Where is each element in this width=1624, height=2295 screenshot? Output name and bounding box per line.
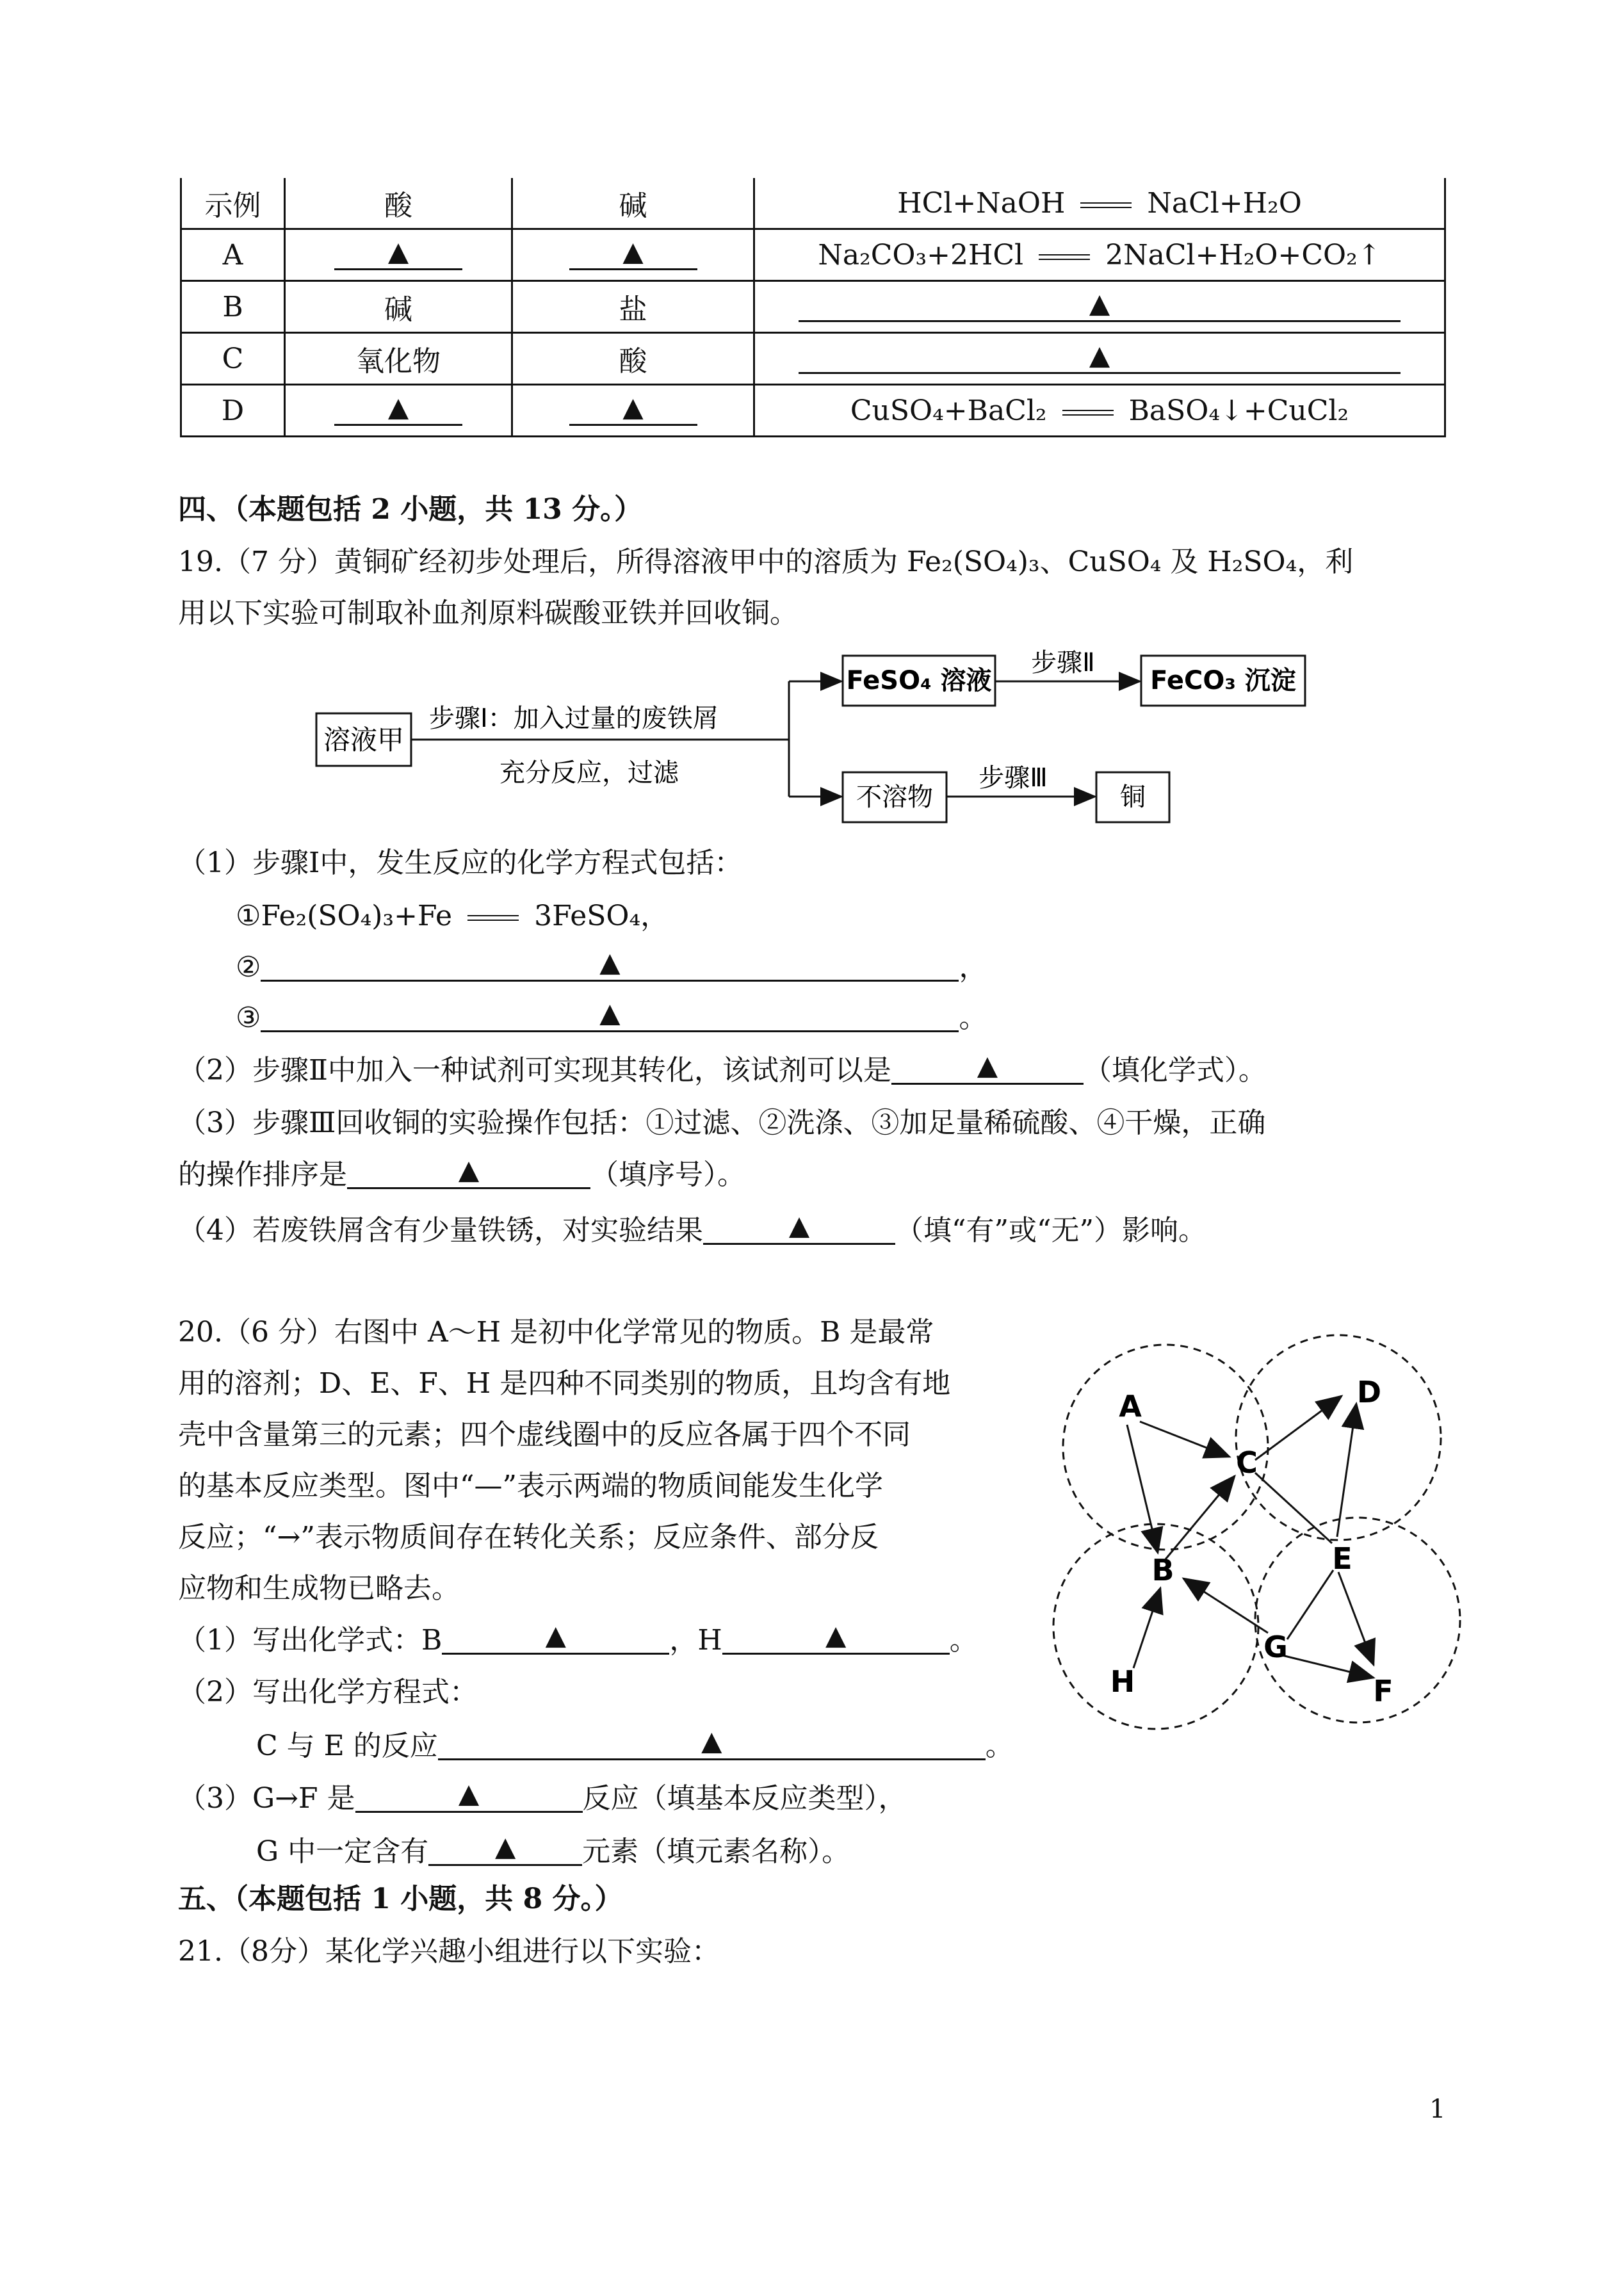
q19-part1-eq1: [236, 900, 669, 934]
cell-class-1: 酸: [285, 178, 512, 229]
answer-blank-mark: ▲: [788, 1209, 810, 1241]
q20-stem-line: 的基本反应类型。图中“—”表示两端的物质间能发生化学: [178, 1470, 883, 1502]
question-text: （2）步骤Ⅱ中加入一种试剂可实现其转化，该试剂可以是: [178, 1054, 891, 1087]
q20-relation-diagram: [1037, 1332, 1486, 1780]
question-text: 元素（填元素名称）。: [582, 1835, 850, 1868]
answer-blank-mark: ▲: [545, 1619, 566, 1651]
q20-stem-line: 用的溶剂；D、E、F、H 是四种不同类别的物质，且均含有地: [178, 1367, 951, 1400]
question-text: （填化学式）。: [1083, 1054, 1267, 1087]
eq-left: HCl+NaOH: [897, 186, 1066, 220]
answer-blank[interactable]: [442, 1619, 669, 1655]
eq-left: ①Fe₂(SO₄)₃+Fe: [236, 900, 453, 932]
answer-blank-mark: ▲: [599, 996, 621, 1028]
node-h: H: [1110, 1664, 1135, 1699]
q19-part1: （1）步骤Ⅰ中，发生反应的化学方程式包括：: [178, 847, 743, 879]
question-text: （1）写出化学式：B: [178, 1624, 443, 1657]
q20-part1: [178, 1619, 978, 1658]
answer-blank-mark: ▲: [458, 1777, 480, 1809]
node-b: B: [1151, 1553, 1174, 1587]
answer-blank-mark: ▲: [622, 391, 644, 423]
cell-equation-blank[interactable]: [754, 281, 1445, 333]
q20-part2-eq: [256, 1724, 1014, 1764]
row-label: 示例: [181, 178, 285, 229]
q19-part3-line2: [178, 1153, 745, 1192]
equals-sign: [1062, 410, 1114, 416]
answer-blank-mark: ▲: [825, 1619, 847, 1651]
answer-blank[interactable]: [261, 996, 959, 1032]
node-g: G: [1263, 1630, 1288, 1664]
answer-blank-mark: ▲: [1089, 288, 1110, 319]
q19-part1-eq3: [236, 996, 987, 1035]
question-text: （填序号）。: [590, 1158, 745, 1191]
eq-left: Na₂CO₃+2HCl: [818, 238, 1024, 272]
q20-part3-line1: [178, 1777, 907, 1816]
page-number: 1: [1429, 2095, 1446, 2124]
equals-sign: [1039, 254, 1090, 260]
q19-part4: [178, 1209, 1206, 1248]
punctuation: 。: [949, 1624, 978, 1657]
question-text: （4）若废铁屑含有少量铁锈，对实验结果: [178, 1214, 703, 1247]
cell-class-2: 酸: [512, 333, 754, 385]
reaction-table: [180, 178, 1446, 437]
flow-lower-box: 不溶物: [856, 783, 933, 812]
q19-part1-eq2: [236, 946, 987, 985]
answer-blank[interactable]: [891, 1049, 1084, 1085]
flow-lower-result: 铜: [1120, 783, 1146, 812]
answer-blank-mark: ▲: [622, 236, 644, 267]
cell-blank[interactable]: [285, 229, 512, 281]
node-d: D: [1356, 1375, 1382, 1409]
node-f: F: [1373, 1674, 1393, 1708]
question-text: （填“有”或“无”）影响。: [895, 1214, 1206, 1247]
q19-flow-diagram: [314, 647, 1326, 839]
q19-part2: [178, 1049, 1267, 1088]
eq-right: BaSO₄↓+CuCl₂: [1128, 394, 1349, 427]
question-text: 的操作排序是: [178, 1158, 347, 1191]
section-heading: 四、（本题包括 2 小题，共 13 分。）: [178, 493, 643, 526]
answer-blank-mark: ▲: [701, 1724, 722, 1756]
table-row: [181, 281, 1445, 333]
table-row: [181, 385, 1445, 437]
cell-equation: [754, 229, 1445, 281]
answer-blank-mark: ▲: [599, 946, 621, 978]
q20-stem-line: 壳中含量第三的元素；四个虚线圈中的反应各属于四个不同: [178, 1418, 911, 1451]
row-label: B: [181, 281, 285, 333]
punctuation: 。: [985, 1730, 1014, 1762]
cell-blank[interactable]: [512, 229, 754, 281]
q21-stem-line1: 21.（8分）某化学兴趣小组进行以下实验：: [178, 1935, 720, 1968]
answer-blank-mark: ▲: [387, 236, 409, 267]
flow-step2: 步骤Ⅱ: [1031, 648, 1095, 677]
answer-blank[interactable]: [428, 1830, 582, 1866]
q19-stem-line2: 用以下实验可制取补血剂原料碳酸亚铁并回收铜。: [178, 597, 798, 629]
eq-left: CuSO₄+BaCl₂: [850, 394, 1047, 427]
item-number: ②: [236, 951, 261, 984]
cell-class-1: 氧化物: [285, 333, 512, 385]
q20-stem-line: 20.（6 分）右图中 A～H 是初中化学常见的物质。B 是最常: [178, 1316, 934, 1349]
table-row: [181, 333, 1445, 385]
node-c: C: [1236, 1445, 1258, 1480]
q19-part3-line1: （3）步骤Ⅲ回收铜的实验操作包括：①过滤、②洗涤、③加足量稀硫酸、④干燥，正确: [178, 1107, 1266, 1139]
equals-sign: [467, 915, 519, 921]
q20-stem-line: 反应；“→”表示物质间存在转化关系；反应条件、部分反: [178, 1521, 879, 1553]
answer-blank[interactable]: [438, 1724, 986, 1760]
answer-blank[interactable]: [261, 946, 959, 982]
item-number: ③: [236, 1002, 261, 1034]
eq-right: NaCl+H₂O: [1147, 186, 1302, 220]
row-label: D: [181, 385, 285, 437]
flow-upper-box: FeSO₄ 溶液: [846, 666, 992, 695]
cell-class-2: 盐: [512, 281, 754, 333]
flow-start-label: 溶液甲: [323, 724, 405, 756]
question-text: 反应（填基本反应类型），: [582, 1782, 907, 1815]
cell-equation: [754, 178, 1445, 229]
question-text: （3）G→F 是: [178, 1782, 355, 1815]
question-text: ，H: [669, 1624, 722, 1657]
q20-part3-line2: [256, 1830, 850, 1869]
answer-blank-mark: ▲: [387, 391, 409, 423]
equals-sign: [1080, 202, 1132, 208]
row-label: C: [181, 333, 285, 385]
answer-blank-mark: ▲: [458, 1153, 480, 1185]
answer-blank[interactable]: [722, 1619, 950, 1655]
node-a: A: [1119, 1389, 1142, 1423]
question-text: C 与 E 的反应: [256, 1730, 438, 1762]
punctuation: ，: [959, 951, 987, 984]
q20-part2: （2）写出化学方程式：: [178, 1676, 478, 1708]
cell-class-2: 碱: [512, 178, 754, 229]
table-row: [181, 178, 1445, 229]
answer-blank-mark: ▲: [1089, 339, 1110, 371]
flow-step1-top: 步骤Ⅰ：加入过量的废铁屑: [429, 704, 719, 733]
eq-right: 2NaCl+H₂O+CO₂↑: [1105, 238, 1381, 272]
flow-upper-result: FeCO₃ 沉淀: [1150, 666, 1296, 695]
answer-blank[interactable]: [703, 1209, 895, 1245]
cell-blank[interactable]: [285, 385, 512, 437]
punctuation: 。: [959, 1002, 987, 1034]
flow-step3: 步骤Ⅲ: [978, 763, 1048, 793]
question-text: G 中一定含有: [256, 1835, 429, 1868]
flow-step1-bottom: 充分反应，过滤: [499, 758, 679, 788]
row-label: A: [181, 229, 285, 281]
section-heading: 五、（本题包括 1 小题，共 8 分。）: [178, 1883, 623, 1915]
q20-stem-line: 应物和生成物已略去。: [178, 1572, 460, 1605]
cell-blank[interactable]: [512, 385, 754, 437]
answer-blank[interactable]: [347, 1153, 590, 1189]
eq-right: 3FeSO₄，: [534, 900, 669, 932]
cell-class-1: 碱: [285, 281, 512, 333]
answer-blank-mark: ▲: [977, 1049, 998, 1081]
answer-blank-mark: ▲: [494, 1830, 516, 1862]
cell-equation: [754, 385, 1445, 437]
node-e: E: [1332, 1541, 1352, 1576]
q19-stem-line1: 19.（7 分）黄铜矿经初步处理后，所得溶液甲中的溶质为 Fe₂(SO₄)₃、CuSO₄ 及 H₂SO₄，利: [178, 546, 1354, 578]
table-row: [181, 229, 1445, 281]
answer-blank[interactable]: [355, 1777, 583, 1813]
cell-equation-blank[interactable]: [754, 333, 1445, 385]
